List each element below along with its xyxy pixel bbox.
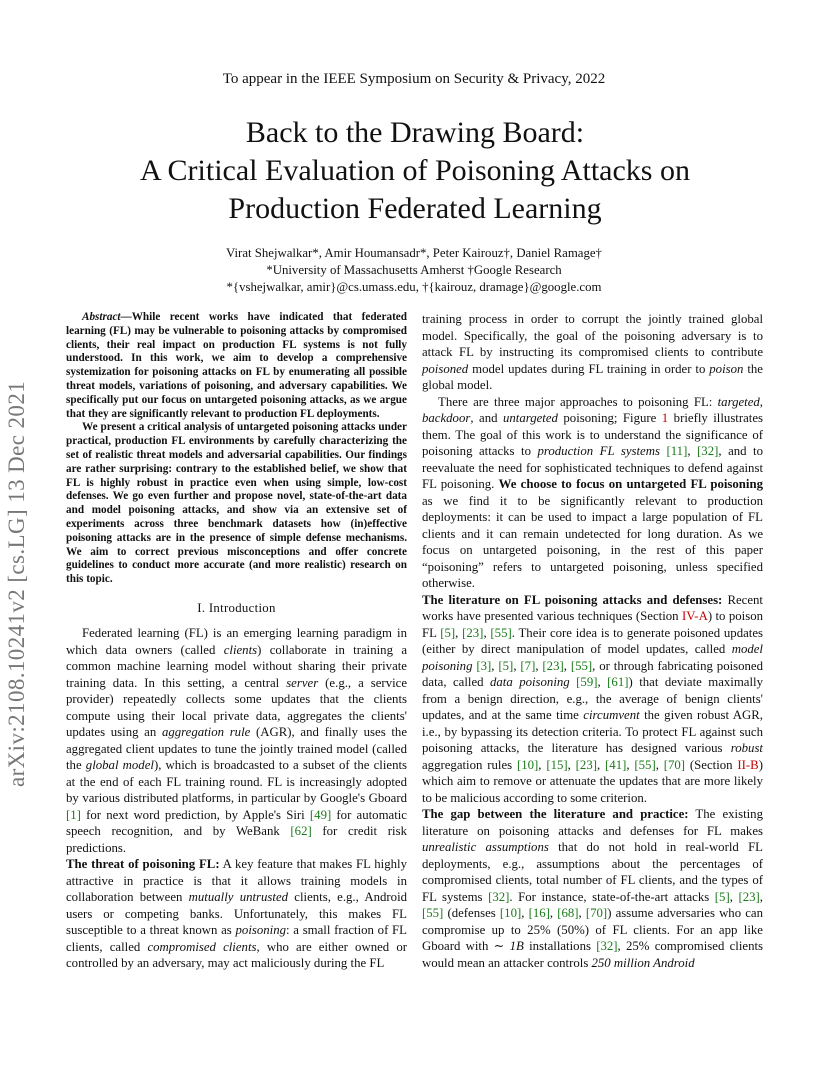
citation-link[interactable]: [5]: [498, 658, 514, 673]
figure-link[interactable]: 1: [661, 411, 669, 425]
paper-title: [60, 114, 770, 228]
paragraph-heading: The threat of poisoning FL:: [66, 857, 220, 872]
citation-link[interactable]: [59]: [576, 675, 598, 689]
citation-link[interactable]: [70]: [663, 757, 686, 772]
author-block: [0, 245, 828, 296]
abstract: [66, 311, 407, 587]
author-names: Virat Shejwalkar*, Amir Houmansadr*, Peter Kairouz†, Daniel Ramage†: [226, 246, 602, 260]
right-paragraph-4: The gap between the literature and practice: The existing literature on poisoning attacks and defenses for FL makes unrealistic assumptions that do not hold in real-world FL deployments, e.g., assumptions about the percentages of compromised clients, total number of FL clients, and the types of FL systems [32]. For instance, state-of-the-art attacks [5], [23], [55] (defenses [10], [16], [68], [70]) assume adversaries who can compromise up to 25% (50%) of FL clients. For an app like Gboard with ∼ 1B installations [32], 25% compromised clients would mean an attacker controls 250 million Android: [422, 807, 764, 970]
citation-link[interactable]: [5]: [440, 625, 456, 640]
title-line-2: A Critical Evaluation of Poisoning Attacks on: [140, 154, 690, 187]
title-line-1: Back to the Drawing Board:: [245, 116, 585, 149]
section-link[interactable]: IV-A: [681, 609, 708, 623]
paragraph-heading: The literature on FL poisoning attacks and defenses:: [422, 592, 723, 607]
citation-link[interactable]: [55]: [570, 658, 593, 673]
venue-line: To appear in the IEEE Symposium on Security & Privacy, 2022: [222, 71, 606, 87]
citation-link[interactable]: [32]: [488, 889, 510, 904]
citation-link[interactable]: [23]: [462, 625, 484, 640]
citation-link[interactable]: [11]: [666, 444, 688, 458]
section-link[interactable]: II-B: [737, 757, 759, 772]
intro-paragraph-1: Federated learning (FL) is an emerging learning paradigm in which data owners (called clients) collaborate in training a common machine learning model without sharing their private training data. In this setting, a central server (e.g., a service provider) repeatedly collects some updates that the clients compute using their local private data, aggregates the clients' updates using an aggregation rule (AGR), and finally uses the aggregated client updates to tune the jointly trained model (called the global model), which is broadcasted to a subset of the clients at the end of each FL training round. FL is increasingly adopted by various distributed platforms, in particular by Google's Gboard [1] for next word prediction, by Apple's Siri [49] for automatic speech recognition, and by WeBank [62] for credit risk predictions.: [66, 626, 408, 855]
citation-link[interactable]: [23]: [738, 889, 760, 904]
citation-link[interactable]: [15]: [546, 757, 568, 772]
left-column: [66, 311, 407, 972]
citation-link[interactable]: [68]: [557, 906, 579, 920]
citation-link[interactable]: [55]: [490, 625, 512, 640]
section-heading-introduction: I. Introduction: [197, 600, 276, 615]
citation-link[interactable]: [3]: [476, 658, 492, 673]
citation-link[interactable]: [41]: [605, 757, 627, 772]
author-affiliations: *University of Massachusetts Amherst †Google Research: [266, 263, 562, 277]
right-paragraph-3: The literature on FL poisoning attacks and defenses: Recent works have presented various techniques (Section IV-A) to poison FL [5], [23], [55]. Their core idea is to generate poisoned updates (either by direct manipulation of model updates, called model poisoning [3], [5], [7], [23], [55], or through fabricating poisoned data, called data poisoning [59], [61]) that deviate maximally from a benign direction, e.g., the average of benign clients' updates, and at the same time circumvent the given robust AGR, i.e., by bypassing its detection criteria. To protect FL against such poisoning attacks, the literature has designed various robust aggregation rules [10], [15], [23], [41], [55], [70] (Section II-B) which aim to remove or attenuate the updates that are more likely to be malicious according to some criterion.: [422, 592, 764, 805]
citation-link[interactable]: [70]: [585, 906, 608, 920]
right-column: [422, 311, 763, 971]
right-paragraph-2: There are three major approaches to poisoning FL: targeted, backdoor, and untargeted poisoning; Figure 1 briefly illustrates them. The goal of this work is to understand the significance of poisoning attacks to production FL systems [11], [32], and to reevaluate the need for sophisticated techniques to defend against FL poisoning. We choose to focus on untargeted FL poisoning as we find it to be significantly relevant to production deployments: it can be used to impact a large population of FL clients and it can remain undetected for long duration. As we focus on untargeted poisoning, in the rest of this paper “poisoning” refers to untargeted poisoning, unless specified otherwise.: [422, 394, 764, 590]
author-emails: *{vshejwalkar, amir}@cs.umass.edu, †{kairouz, dramage}@google.com: [226, 280, 602, 294]
citation-link[interactable]: [32]: [596, 939, 618, 953]
paragraph-heading: The gap between the literature and practice:: [422, 807, 689, 821]
citation-link[interactable]: [49]: [309, 807, 332, 822]
citation-link[interactable]: [62]: [290, 824, 312, 839]
citation-link[interactable]: [61]: [607, 675, 629, 689]
abstract-paragraph-2: We present a critical analysis of untargeted poisoning attacks under practical, production FL environments by carefully characterizing the set of realistic threat models and adversarial capabilities. Our findings are rather surprising: contrary to the established belief, we show that FL is highly robust in practice even when using simple, low-cost defenses. We go even further and propose novel, state-of-the-art data and model poisoning attacks, and show via an extensive set of experiments across three benchmark datasets how (in)effective poisoning attacks are in the presence of simple defense mechanisms. We aim to correct previous misconceptions and offer concrete guidelines to conduct more accurate (and more realistic) research on this topic.: [66, 421, 407, 586]
abstract-lead: Abstract: [82, 311, 121, 323]
citation-link[interactable]: [55]: [422, 906, 444, 920]
abstract-paragraph-1: Abstract—While recent works have indicated that federated learning (FL) may be vulnerable to poisoning attacks by compromised clients, their real impact on production FL systems is not fully understood. In this work, we aim to develop a comprehensive systemization for poisoning attacks on FL by enumerating all possible threat models, variations of poisoning, and adversary capabilities. We specifically put our focus on untargeted poisoning attacks, as we argue that they are significantly relevant to production FL deployments.: [66, 311, 407, 420]
citation-link[interactable]: [16]: [528, 906, 550, 920]
citation-link[interactable]: [7]: [520, 658, 536, 673]
citation-link[interactable]: [23]: [575, 757, 597, 772]
title-line-3: Production Federated Learning: [228, 192, 602, 225]
citation-link[interactable]: [55]: [634, 757, 656, 772]
citation-link[interactable]: [1]: [66, 807, 81, 822]
citation-link[interactable]: [23]: [542, 658, 564, 673]
citation-link[interactable]: [10]: [516, 757, 539, 772]
right-paragraph-1: training process in order to corrupt the jointly trained global model. Specifically, the goal of the poisoning adversary is to attack FL by instructing its compromised clients to contribute poisoned model updates during FL training in order to poison the global model.: [422, 312, 763, 392]
citation-link[interactable]: [32]: [697, 444, 719, 458]
citation-link[interactable]: [5]: [714, 889, 730, 904]
citation-link[interactable]: [10]: [499, 906, 522, 920]
intro-paragraph-2: The threat of poisoning FL: A key feature that makes FL highly attractive in practice is that it allows training models in collaboration between mutually untrusted clients, e.g., Android users or competing banks. Unfortunately, this makes FL susceptible to a threat known as poisoning: a small fraction of FL clients, called compromised clients, who are either owned or controlled by an adversary, may act maliciously during the FL: [66, 857, 408, 971]
arxiv-identifier: arXiv:2108.10241v2 [cs.LG] 13 Dec 2021: [4, 380, 29, 787]
